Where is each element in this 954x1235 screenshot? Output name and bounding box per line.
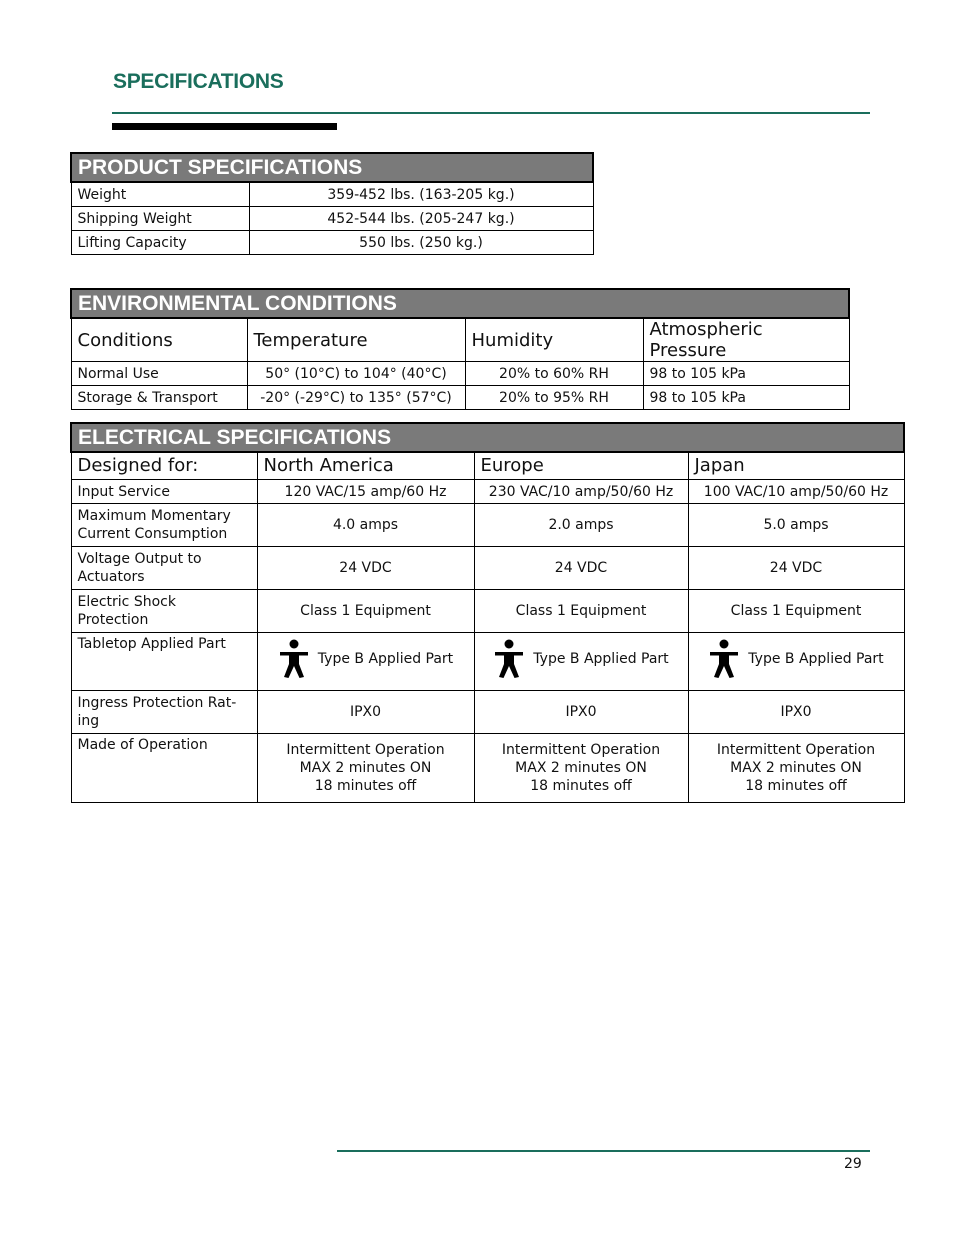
table-row [71, 207, 593, 231]
cell-value: 24 VDC [474, 547, 688, 590]
row-label: Lifting Capacity [71, 231, 249, 255]
table-row [71, 182, 593, 207]
operation-line: MAX 2 minutes ON [730, 760, 862, 776]
page-title: SPECIFICATIONS [113, 70, 284, 93]
table-row [71, 231, 593, 255]
header-rule [112, 112, 870, 114]
cell-value: Class 1 Equipment [688, 590, 904, 633]
cell-value: IPX0 [688, 691, 904, 734]
type-b-applied-part-icon [278, 639, 310, 679]
row-label-line: Voltage Output to [77, 551, 202, 567]
cell-value: 100 VAC/10 amp/50/60 Hz [688, 480, 904, 504]
row-label [71, 547, 257, 590]
table-row [71, 633, 904, 691]
operation-line: MAX 2 minutes ON [299, 760, 432, 776]
table-row [71, 480, 904, 504]
cell-value [257, 734, 474, 803]
pressure-value: 98 to 105 kPa [643, 362, 849, 386]
column-header: Temperature [247, 318, 465, 362]
column-header: Europe [474, 452, 688, 480]
cell-value: 24 VDC [688, 547, 904, 590]
humidity-value: 20% to 95% RH [465, 386, 643, 410]
operation-line: 18 minutes off [745, 778, 847, 794]
row-label: Tabletop Applied Part [71, 633, 257, 691]
condition-label: Storage & Transport [71, 386, 247, 410]
header-bar [112, 123, 337, 130]
operation-line: 18 minutes off [530, 778, 632, 794]
column-header: Atmospheric Pressure [643, 318, 849, 362]
column-headers [71, 452, 904, 480]
operation-line: MAX 2 minutes ON [515, 760, 647, 776]
temperature-value: -20° (-29°C) to 135° (57°C) [247, 386, 465, 410]
row-label-line: Current Consumption [77, 526, 228, 542]
pressure-value: 98 to 105 kPa [643, 386, 849, 410]
cell-value: 24 VDC [257, 547, 474, 590]
table-row [71, 734, 904, 803]
electrical-specifications-table [70, 422, 905, 803]
table-row [71, 590, 904, 633]
humidity-value: 20% to 60% RH [465, 362, 643, 386]
operation-line: Intermittent Operation [716, 742, 876, 758]
row-label: Shipping Weight [71, 207, 249, 231]
cell-value [474, 633, 688, 691]
cell-value [474, 734, 688, 803]
table-row [71, 504, 904, 547]
electrical-specifications-title: ELECTRICAL SPECIFICATIONS [71, 423, 904, 452]
operation-line: Intermittent Operation [501, 742, 661, 758]
type-b-applied-part-icon [493, 639, 525, 679]
table-row [71, 547, 904, 590]
row-label-line: ing [77, 713, 100, 729]
cell-value: 5.0 amps [688, 504, 904, 547]
operation-line: 18 minutes off [314, 778, 417, 794]
applied-part-label: Type B Applied Part [533, 651, 669, 667]
table-row [71, 362, 849, 386]
table-row [71, 386, 849, 410]
column-header: North America [257, 452, 474, 480]
row-label [71, 590, 257, 633]
cell-value: Class 1 Equipment [257, 590, 474, 633]
row-label-line: Ingress Protection Rat- [77, 695, 237, 711]
column-header: Japan [688, 452, 904, 480]
row-value: 359-452 lbs. (163-205 kg.) [249, 182, 593, 207]
applied-part-label: Type B Applied Part [317, 651, 454, 667]
column-header: Conditions [71, 318, 247, 362]
footer-rule [337, 1150, 870, 1152]
row-label: Made of Operation [71, 734, 257, 803]
condition-label: Normal Use [71, 362, 247, 386]
cell-value [688, 633, 904, 691]
row-label [71, 504, 257, 547]
row-label-line: Maximum Momentary [77, 508, 231, 524]
cell-value [257, 633, 474, 691]
column-header: Designed for: [71, 452, 257, 480]
type-b-applied-part-icon [708, 639, 740, 679]
row-label: Weight [71, 182, 249, 207]
cell-value [688, 734, 904, 803]
cell-value: 120 VAC/15 amp/60 Hz [257, 480, 474, 504]
column-headers [71, 318, 849, 362]
cell-value: 4.0 amps [257, 504, 474, 547]
row-label-line: Actuators [77, 569, 145, 585]
cell-value: 230 VAC/10 amp/50/60 Hz [474, 480, 688, 504]
environmental-conditions-title: ENVIRONMENTAL CONDITIONS [71, 289, 849, 318]
operation-line: Intermittent Operation [286, 742, 445, 758]
row-label [71, 691, 257, 734]
page-number: 29 [844, 1156, 862, 1172]
cell-value: 2.0 amps [474, 504, 688, 547]
cell-value: IPX0 [257, 691, 474, 734]
product-specifications-table [70, 152, 594, 255]
product-specifications-title: PRODUCT SPECIFICATIONS [71, 153, 593, 182]
row-label-line: Protection [77, 612, 149, 628]
row-value: 452-544 lbs. (205-247 kg.) [249, 207, 593, 231]
row-label-line: Electric Shock [77, 594, 176, 610]
cell-value: Class 1 Equipment [474, 590, 688, 633]
environmental-conditions-table [70, 288, 850, 410]
column-header: Humidity [465, 318, 643, 362]
row-label: Input Service [71, 480, 257, 504]
row-value: 550 lbs. (250 kg.) [249, 231, 593, 255]
table-row [71, 691, 904, 734]
temperature-value: 50° (10°C) to 104° (40°C) [247, 362, 465, 386]
applied-part-label: Type B Applied Part [748, 651, 884, 667]
cell-value: IPX0 [474, 691, 688, 734]
